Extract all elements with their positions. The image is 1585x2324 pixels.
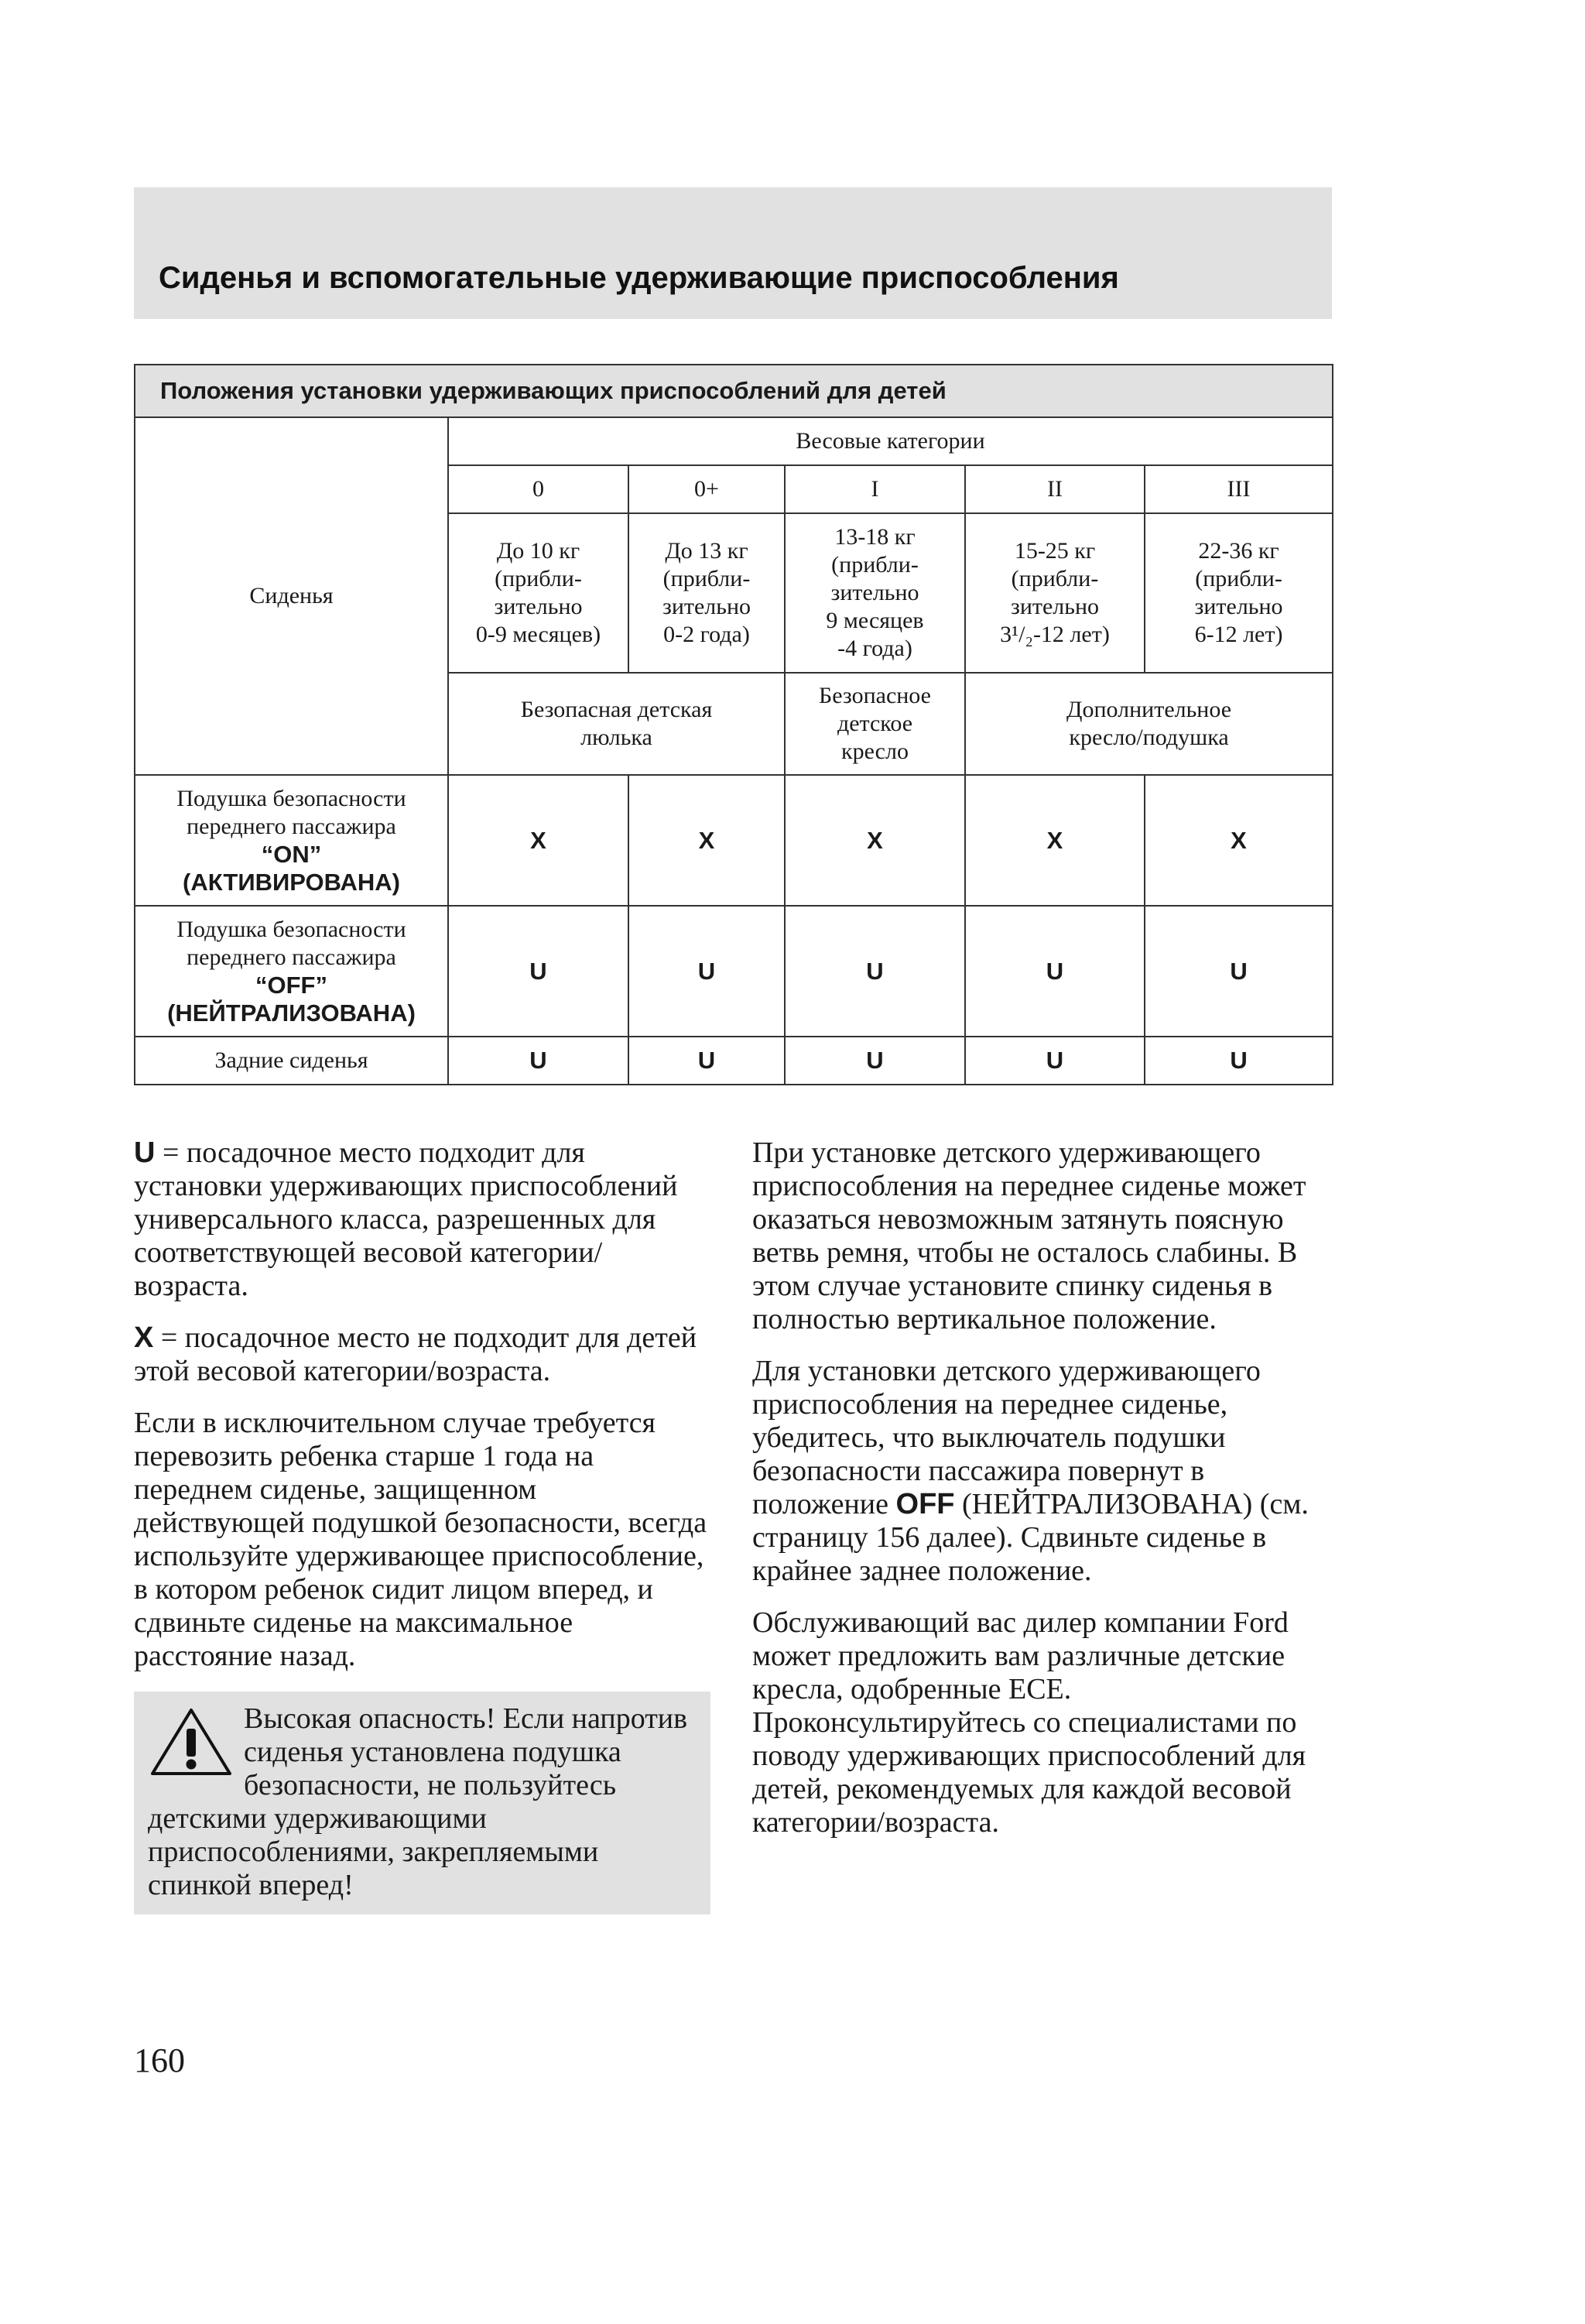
weight-line: (прибли- <box>495 566 582 591</box>
suitability-mark: U <box>1145 906 1333 1037</box>
weight-line: 13-18 кг <box>834 524 916 550</box>
weight-line: 6-12 лет) <box>1194 622 1283 647</box>
p2-before: Для установки детского удерживающего приспособления на переднее сиденье, убедитесь, что выключатель подушки безопасности пассажира повернут в положение <box>752 1355 1261 1520</box>
weight-range-cell <box>965 513 1145 673</box>
category-cell: III <box>1145 465 1333 513</box>
weight-line: До 13 кг <box>665 538 748 564</box>
row-label-line: переднего пассажира <box>187 813 396 839</box>
group-line: кресло/подушка <box>1069 725 1229 750</box>
group-cell <box>448 673 785 775</box>
p2-after: (НЕЙТРАЛИЗОВАНА) (см. страницу 156 далее). Сдвиньте сиденье в крайнее заднее положение. <box>752 1488 1309 1587</box>
weight-line: 0-2 года) <box>663 622 750 647</box>
right-paragraph-2 <box>752 1355 1333 1588</box>
category-cell: 0+ <box>628 465 785 513</box>
weight-range-cell <box>628 513 785 673</box>
suitability-mark: X <box>1145 775 1333 906</box>
legend-x-key: X <box>134 1321 154 1354</box>
weight-categories-header: Весовые категории <box>448 417 1333 465</box>
weight-line: (прибли- <box>831 552 919 578</box>
warning-box <box>134 1692 710 1914</box>
weight-line: 3¹/₂-12 лет) <box>1000 622 1110 647</box>
suitability-mark: U <box>448 906 628 1037</box>
weight-line: зительно <box>1010 594 1100 619</box>
group-cell <box>965 673 1333 775</box>
weight-line: 0-9 месяцев) <box>475 622 601 647</box>
group-cell <box>785 673 965 775</box>
group-line: Безопасное <box>818 683 931 708</box>
right-paragraph-3: Обслуживающий вас дилер компании Ford может предложить вам различные детские кресла, одобренные ECE. Проконсультируйтесь со специалистами по поводу удерживающих приспособлений для детей, рекомендуемых для каждой весовой категории/возраста. <box>752 1606 1306 1839</box>
group-line: люлька <box>580 725 652 750</box>
suitability-mark: U <box>448 1037 628 1085</box>
weight-line: зительно <box>494 594 583 619</box>
row-label <box>135 775 448 906</box>
child-restraint-table <box>134 364 1333 1085</box>
p2-off-keyword: OFF <box>895 1488 955 1520</box>
row-label-bold: “ON” <box>261 840 322 868</box>
suitability-mark: U <box>628 906 785 1037</box>
table-row <box>135 775 1333 906</box>
suitability-mark: U <box>628 1037 785 1085</box>
legend-x <box>134 1321 710 1388</box>
row-label-bold: (АКТИВИРОВАНА) <box>183 868 400 896</box>
weight-line: 22-36 кг <box>1198 538 1279 564</box>
weight-line: (прибли- <box>662 566 751 591</box>
row-label-line: переднего пассажира <box>187 944 396 970</box>
group-line: Безопасная детская <box>520 697 713 722</box>
right-column <box>752 1136 1333 1858</box>
weight-line: -4 года) <box>837 636 912 661</box>
weight-line: зительно <box>1194 594 1283 619</box>
table-row <box>135 1037 1333 1085</box>
row-label-line: Подушка безопасности <box>176 785 406 811</box>
weight-line: 15-25 кг <box>1014 538 1096 564</box>
page-number: 160 <box>134 2041 185 2079</box>
section-header <box>134 187 1332 319</box>
suitability-mark: X <box>965 775 1145 906</box>
weight-range-cell <box>785 513 965 673</box>
suitability-mark: U <box>1145 1037 1333 1085</box>
group-line: кресло <box>841 739 909 764</box>
category-cell: 0 <box>448 465 628 513</box>
group-line: Дополнительное <box>1066 697 1232 722</box>
weight-range-cell <box>448 513 628 673</box>
warning-triangle-icon <box>148 1707 234 1778</box>
suitability-mark: U <box>785 1037 965 1085</box>
weight-line: (прибли- <box>1011 566 1099 591</box>
group-line: детское <box>837 711 913 736</box>
legend-u-text: = посадочное место подходит для установки удерживающих приспособлений универсального класса, разрешенных для соответствующей весовой категории/возраста. <box>134 1136 678 1302</box>
row-label-bold: “OFF” <box>255 971 327 999</box>
suitability-mark: U <box>965 906 1145 1037</box>
weight-line: До 10 кг <box>496 538 580 564</box>
category-cell: I <box>785 465 965 513</box>
category-cell: II <box>965 465 1145 513</box>
weight-line: зительно <box>662 594 751 619</box>
weight-line: 9 месяцев <box>826 608 924 633</box>
suitability-mark: X <box>785 775 965 906</box>
table-caption: Положения установки удерживающих приспособлений для детей <box>135 365 1333 417</box>
suitability-mark: U <box>965 1037 1145 1085</box>
suitability-mark: X <box>448 775 628 906</box>
warning-text: Высокая опасность! Если напротив сиденья установлена подушка безопасности, не пользуйтесь детскими удерживающими приспособлениями, закрепляемыми спинкой вперед! <box>148 1702 688 1901</box>
weight-range-cell <box>1145 513 1333 673</box>
legend-x-text: = посадочное место не подходит для детей этой весовой категории/возраста. <box>134 1321 697 1387</box>
legend-u-key: U <box>134 1136 156 1169</box>
row-label-line: Подушка безопасности <box>176 916 406 942</box>
legend-u <box>134 1136 710 1303</box>
weight-line: зительно <box>830 580 919 605</box>
seats-header: Сиденья <box>135 417 448 775</box>
suitability-mark: X <box>628 775 785 906</box>
section-title: Сиденья и вспомогательные удерживающие приспособления <box>159 261 1119 295</box>
right-paragraph-1: При установке детского удерживающего приспособления на переднее сиденье может оказаться невозможным затянуть поясную ветвь ремня, чтобы не осталось слабины. В этом случае установите спинку сиденья в полностью вертикальное положение. <box>752 1136 1306 1335</box>
exception-paragraph: Если в исключительном случае требуется перевозить ребенка старше 1 года на переднем сиденье, защищенном действующей подушкой безопасности, всегда используйте удерживающее приспособление, в котором ребенок сидит лицом вперед, и сдвиньте сиденье на максимальное расстояние назад. <box>134 1407 707 1672</box>
row-label <box>135 906 448 1037</box>
weight-line: (прибли- <box>1195 566 1282 591</box>
row-label: Задние сиденья <box>135 1037 448 1085</box>
suitability-mark: U <box>785 906 965 1037</box>
table-row <box>135 906 1333 1037</box>
left-column <box>134 1136 710 1914</box>
row-label-bold: (НЕЙТРАЛИЗОВАНА) <box>167 999 416 1027</box>
